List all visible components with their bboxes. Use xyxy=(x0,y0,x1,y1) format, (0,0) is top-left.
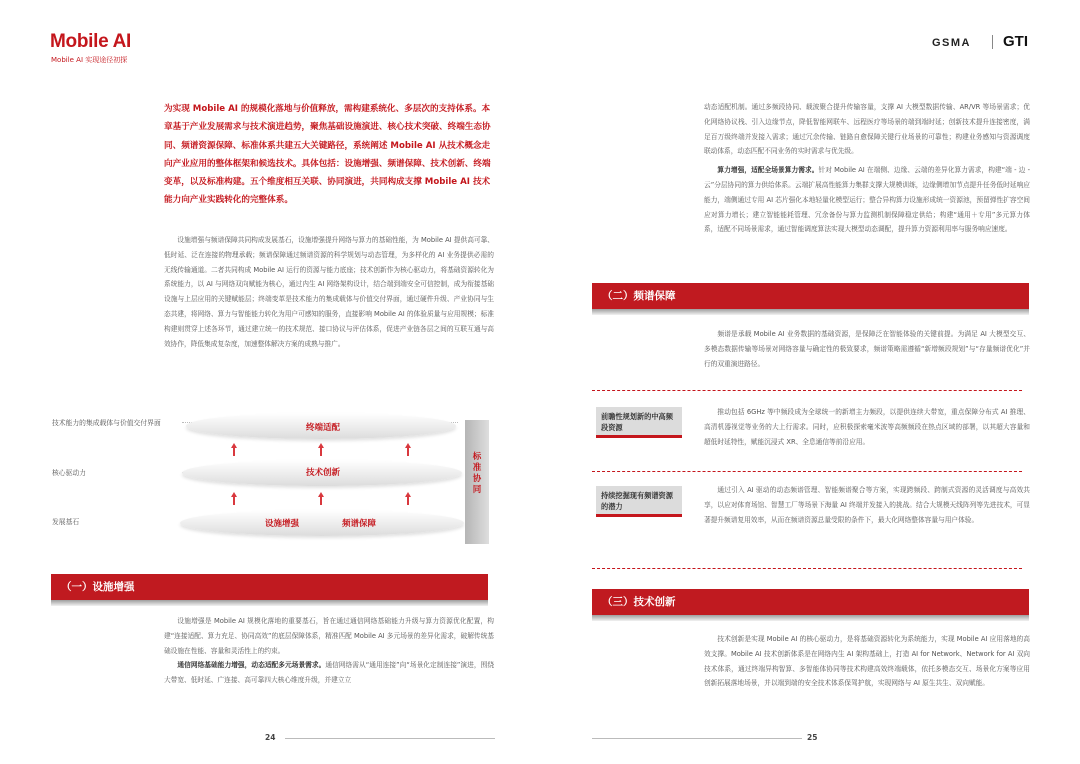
page-number-left: 24 xyxy=(265,733,276,742)
arrow-shaft xyxy=(407,448,409,456)
body-text: 通过引入 AI 驱动的动态频谱管理、智能频谱聚合等方案，实现跨频段、跨制式资源的灵活调度与高效共享，以应对体育场馆、智慧工厂等场景下海量 AI 终端并发接入的挑战。结合大规模天线阵列等先进技术，可显著提升频谱复用效率，从而在频谱资源总量受限的条件下，最大化网络整体容量与用户体验。 xyxy=(704,486,1030,524)
arrow-shaft xyxy=(320,497,322,505)
section-header-shadow xyxy=(51,600,488,606)
section-header-spectrum: （二）频谱保障 xyxy=(592,283,1029,309)
section-header-shadow xyxy=(592,615,1029,621)
arrow-shaft xyxy=(407,497,409,505)
body-text xyxy=(164,658,494,688)
body-text: 推动包括 6GHz 等中频段成为全球统一的新增主力频段，以提供连续大带宽，重点保障分布式 AI 推理、高清机器视觉等业务的大上行需求。同时，应积极探索毫米波等高频频段在热点区域的部署，以其超大容量和超低时延特性，赋能沉浸式 XR、全息通信等前沿应用。 xyxy=(704,408,1030,446)
dashed-divider xyxy=(592,471,1022,472)
left-body-paragraph xyxy=(164,233,494,351)
diagram-label-top: 技术能力的集成载体与价值交付界面 xyxy=(52,419,161,427)
spectrum-item-label: 持续挖掘现有频谱资源的潜力 xyxy=(596,486,682,514)
label-accent-bar xyxy=(596,514,682,517)
section1-body xyxy=(164,614,494,688)
footer-line xyxy=(285,738,495,739)
body-text: 设施增强与频谱保障共同构成发展基石，设施增强提升网络与算力的基础性能，为 Mobile AI 提供高可靠、低时延、泛在连接的物理承载；频谱保障通过频谱资源的科学规划与动态管理，为多样化的 AI 业务提供必需的无线传输通道。二者共同构成 Mobile AI 运行的资源与能力底座；技术创新作为核心驱动力，将基础资源转化为系统能力，以 AI 与网络双向赋能为核心，通过内生 AI 网络架构设计，结合端到端安全可信控制，成为衔接基础设施与上层应用的关键赋能层；终端变革是技术能力的集成载体与价值交付界面，通过硬件升级、产业协同与生态共建，将网络、算力与智能能力转化为用户可感知的服务，直接影响 Mobile AI 的体验质量与应用规模；标准构建则贯穿上述各环节，通过建立统一的技术规范、接口协议与评估体系，促进产业链各层之间的互联互通与高效协作，降低集成复杂度，加速整体解决方案的成熟与推广。 xyxy=(164,236,494,348)
page-number-right: 25 xyxy=(807,733,818,742)
section-header-shadow xyxy=(592,309,1029,315)
footer-line xyxy=(592,738,802,739)
body-text: 通信网络需从“通用连接”向“场景化定制连接”演进，围绕大带宽、低时延、广连接、高可靠四大核心维度升级，并建立立 xyxy=(164,661,495,685)
body-text: 针对 Mobile AI 在端侧、边缘、云端的差异化算力需求，构建“端 - 边 - 云”分层协同的算力供给体系。云端扩展高性能算力集群支撑大规模训练，边缘侧增加节点提升任务低时延响应能力，端侧通过专用 AI 芯片强化本地轻量化模型运行；整合异构算力设施形成统一资源池，预留弹性扩容空间应对算力增长；建立智能能耗管理、冗余备份与算力监测机制保障稳定供给；构建“通用＋专用”多元算力体系，适配不同场景需求，通过智能调度算法实现大模型动态调配，提升算力资源利用率与服务响应速度。 xyxy=(704,166,1031,234)
dashed-divider xyxy=(592,568,1022,569)
section2-body xyxy=(704,327,1030,371)
body-text: 技术创新是实现 Mobile AI 的核心驱动力，是将基础资源转化为系统能力，实现 Mobile AI 应用落地的高效支撑。Mobile AI 技术创新体系是在网络内生 AI 架构基础上，打造 AI for Network、Network for AI 双向技术体系，通过终端异构智算、多智能体协同等技术构建高效终端载体，依托多模态交互、场景化方案等应用创新拓展落地场景，并以端到端的安全技术体系保驾护航，实现网络与 AI 原生共生、双向赋能。 xyxy=(704,635,1030,688)
lead-text: 算力增强，适配全场景算力需求。 xyxy=(717,166,819,175)
layer-spectrum: 频谱保障 xyxy=(342,519,377,529)
layer-ellipse-bottom xyxy=(180,510,464,536)
mobile-ai-logo: Mobile AI xyxy=(50,31,132,52)
body-text: 设施增强是 Mobile AI 规模化落地的重要基石，旨在通过通信网络基础能力升级与算力资源优化配置，构建“连接适配、算力充足、协同高效”的底层保障体系，精准匹配 Mobile AI 多元场景的差异化需求，破解传统基础设施在性能、容量和灵活性上的约束。 xyxy=(164,617,494,655)
report-subtitle: Mobile AI 实现途径初探 xyxy=(51,56,128,64)
layer-infrastructure: 设施增强 xyxy=(265,519,300,529)
arrow-shaft xyxy=(320,448,322,456)
standards-collaboration-label: 标准协同 xyxy=(472,452,482,495)
section3-body xyxy=(704,632,1030,691)
diagram-label-bottom: 发展基石 xyxy=(52,518,80,526)
gti-logo: GTI xyxy=(1003,33,1028,50)
arrow-shaft xyxy=(233,497,235,505)
logo-divider xyxy=(992,35,993,49)
diagram-label-middle: 核心驱动力 xyxy=(52,469,86,477)
spectrum-item-text xyxy=(704,405,1030,449)
body-text xyxy=(704,163,1030,237)
body-text: 动态适配机制。通过多频段协同、载波聚合提升传输容量，支撑 AI 大模型数据传输、AR/VR 等场景需求；优化网络协议栈、引入边缘节点，降低智能网联车、远程医疗等场景的端到端时延；创新技术提升连接密度，满足百万级终端并发接入需求；通过冗余传输、链路自愈保障关键行业场景的可靠性；构建业务感知与资源调度联动体系，动态匹配不同业务的实时需求与优先级。 xyxy=(704,103,1030,156)
lead-text: 通信网络基础能力增强，动态适配多元场景需求。 xyxy=(177,661,326,670)
layer-terminal: 终端适配 xyxy=(306,423,341,433)
label-accent-bar xyxy=(596,435,682,438)
section-header-infrastructure: （一）设施增强 xyxy=(51,574,488,600)
layer-tech-innovation: 技术创新 xyxy=(306,468,341,478)
framework-diagram xyxy=(0,410,500,550)
chapter-intro: 为实现 Mobile AI 的规模化落地与价值释放，需构建系统化、多层次的支持体系。本章基于产业发展需求与技术演进趋势，聚焦基础设施演进、核心技术突破、终端生态协同、频谱资源保障、标准体系共建五大关键路径，系统阐述 Mobile AI 从技术概念走向产业应用的整体框架和候选技术。具体包括：设施增强、频谱保障、技术创新、终端变革，以及标准构建。五个维度相互关联、协同演进，共同构成支撑 Mobile AI 技术能力向产业实践转化的完整体系。 xyxy=(164,104,491,206)
gsma-logo: GSMA xyxy=(932,37,971,49)
dashed-divider xyxy=(592,390,1022,391)
body-text: 频谱是承载 Mobile AI 业务数据的基础资源，是保障泛在智能体验的关键前提。为满足 AI 大模型交互、多模态数据传输等场景对网络容量与确定性的极致要求，频谱策略需遵循“新增频段规划”与“存量频谱优化”并行的双重演进路径。 xyxy=(704,330,1030,368)
arrow-shaft xyxy=(233,448,235,456)
section-header-tech-innovation: （三）技术创新 xyxy=(592,589,1029,615)
spectrum-item-label: 前瞻性规划新的中高频段资源 xyxy=(596,407,682,435)
right-top-paragraph xyxy=(704,100,1030,237)
spectrum-item-text xyxy=(704,483,1030,527)
